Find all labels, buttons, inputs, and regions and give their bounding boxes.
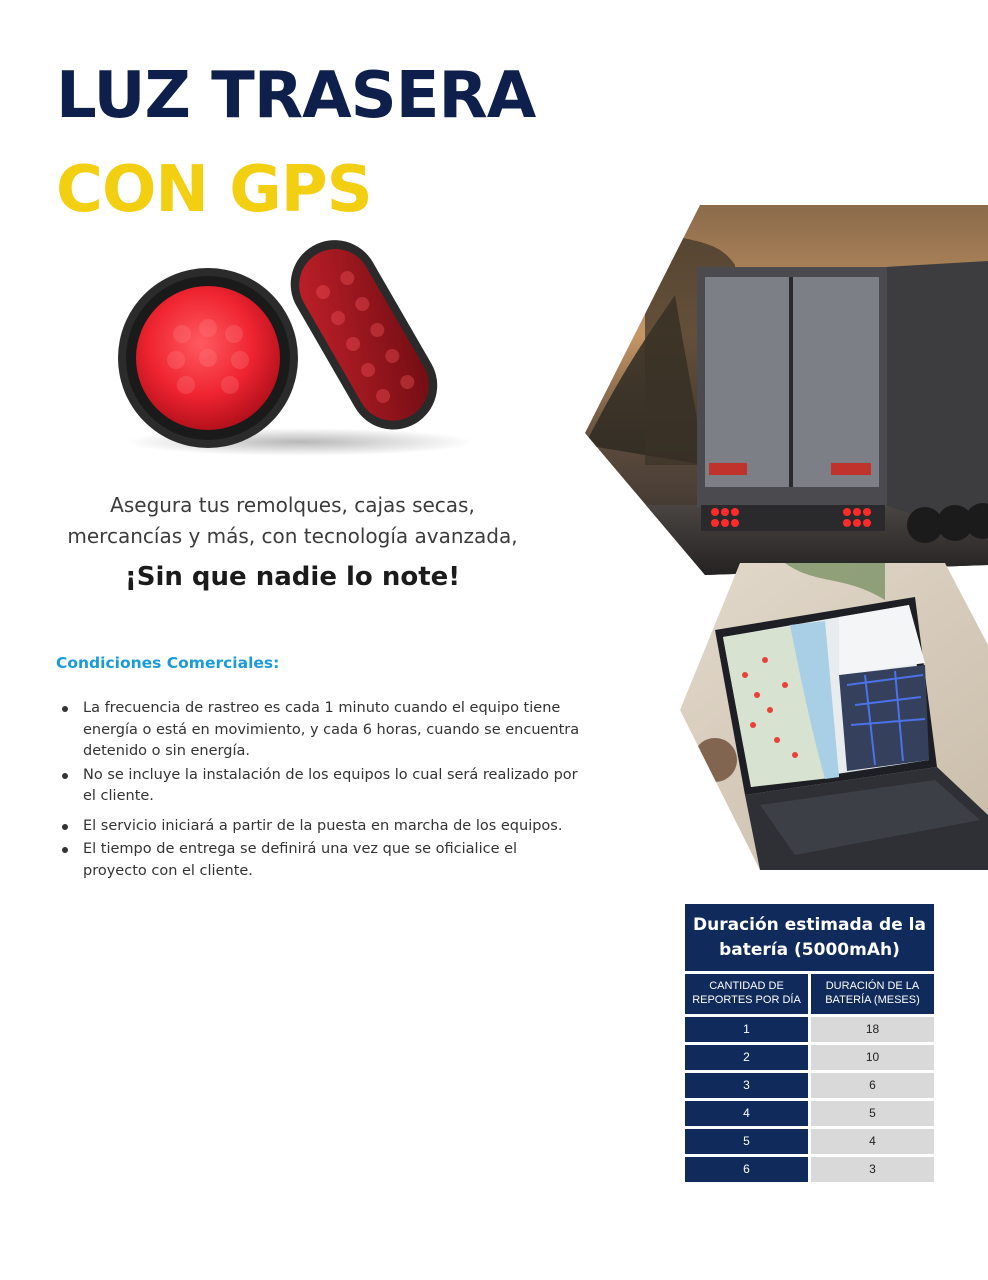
table-row bbox=[685, 1073, 934, 1098]
column-header-reports: CANTIDAD DE REPORTES POR DÍA bbox=[685, 974, 808, 1014]
photo-collage bbox=[585, 205, 988, 870]
battery-table bbox=[685, 904, 934, 1182]
bullet-icon bbox=[62, 706, 68, 712]
condition-text: No se incluye la instalación de los equipos lo cual será realizado por el cliente. bbox=[83, 766, 578, 804]
duration-cell: 6 bbox=[811, 1073, 934, 1098]
condition-item bbox=[62, 816, 582, 838]
truck-rear-photo bbox=[585, 205, 988, 575]
reports-cell: 5 bbox=[685, 1129, 808, 1154]
battery-table-title: Duración estimada de la batería (5000mAh) bbox=[685, 904, 934, 971]
condition-text: El tiempo de entrega se definirá una vez que se oficialice el proyecto con el cliente. bbox=[83, 841, 518, 879]
duration-cell: 18 bbox=[811, 1017, 934, 1042]
condition-text: El servicio iniciará a partir de la puesta en marcha de los equipos. bbox=[83, 817, 563, 834]
duration-cell: 4 bbox=[811, 1129, 934, 1154]
round-tail-light bbox=[118, 268, 298, 448]
conditions-heading: Condiciones Comerciales: bbox=[56, 654, 280, 672]
conditions-list bbox=[62, 698, 582, 884]
bullet-icon bbox=[62, 847, 68, 853]
condition-item bbox=[62, 765, 582, 808]
tagline-highlight: ¡Sin que nadie lo note! bbox=[124, 562, 461, 592]
oval-tail-light bbox=[275, 230, 454, 446]
condition-text: La frecuencia de rastreo es cada 1 minuto cuando el equipo tiene energía o está en movimiento, y cada 6 horas, cuando se encuentra detenido o sin energía. bbox=[83, 700, 580, 759]
title-line-1: LUZ TRASERA bbox=[56, 59, 536, 133]
reports-cell: 2 bbox=[685, 1045, 808, 1070]
table-row bbox=[685, 1157, 934, 1182]
bullet-icon bbox=[62, 773, 68, 779]
duration-cell: 5 bbox=[811, 1101, 934, 1126]
duration-cell: 10 bbox=[811, 1045, 934, 1070]
tagline-line-1: Asegura tus remolques, cajas secas, bbox=[110, 493, 475, 517]
column-header-duration: DURACIÓN DE LA BATERÍA (MESES) bbox=[811, 974, 934, 1014]
tagline-line-2: mercancías y más, con tecnología avanzada, bbox=[67, 524, 518, 548]
battery-table-header bbox=[685, 974, 934, 1014]
table-row bbox=[685, 1101, 934, 1126]
bullet-icon bbox=[62, 824, 68, 830]
reports-cell: 4 bbox=[685, 1101, 808, 1126]
reports-cell: 3 bbox=[685, 1073, 808, 1098]
condition-item bbox=[62, 839, 582, 882]
condition-item bbox=[62, 698, 582, 763]
reports-cell: 6 bbox=[685, 1157, 808, 1182]
duration-cell: 3 bbox=[811, 1157, 934, 1182]
tail-light-image bbox=[110, 230, 470, 460]
laptop-map-photo bbox=[585, 563, 988, 870]
reports-cell: 1 bbox=[685, 1017, 808, 1042]
table-row bbox=[685, 1045, 934, 1070]
table-row bbox=[685, 1017, 934, 1042]
table-row bbox=[685, 1129, 934, 1154]
title-line-2: CON GPS bbox=[56, 153, 372, 227]
